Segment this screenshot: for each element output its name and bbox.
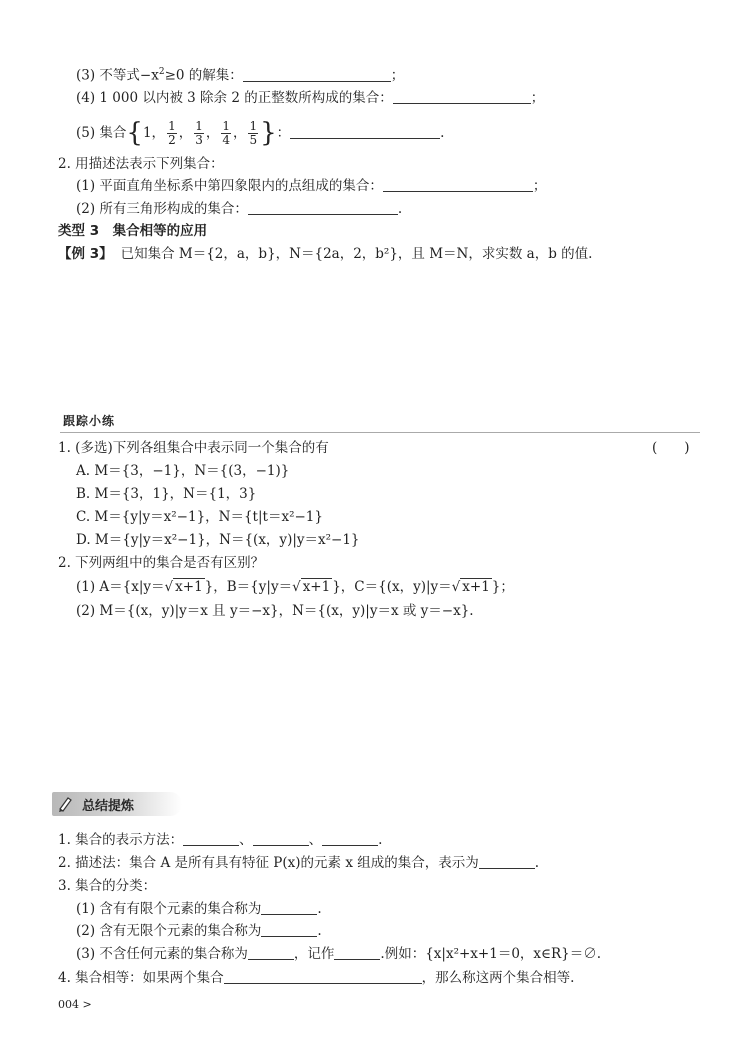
type3-heading: 类型 3 集合相等的应用	[58, 223, 208, 239]
q2-item2-text: (2) 所有三角形构成的集合：	[76, 201, 248, 217]
option-b: B. M＝{3，1}，N＝{1，3}	[76, 486, 257, 502]
summary-l3c-mid: ，记作	[293, 946, 335, 962]
summary-line-1	[58, 830, 382, 850]
summary-l1-text: 1. 集合的表示方法：	[58, 832, 184, 848]
fraction-third: $\frac{1}{3}$	[195, 119, 203, 147]
item4-end: ；	[530, 90, 545, 106]
item5-lbrace: {	[126, 118, 143, 148]
item5-prefix: (5) 集合	[76, 125, 127, 141]
separator: 、	[308, 832, 323, 848]
example-text: 已知集合 M＝{2，a，b}，N＝{2a，2，b²}，且 M＝N，求实数 a，b 的值.	[120, 246, 593, 262]
option-a: A. M＝{3，−1}，N＝{(3，−1)}	[76, 463, 290, 479]
practice-q1	[58, 438, 329, 458]
set-item-3	[76, 62, 404, 86]
item4-text: (4) 1 000 以内被 3 除余 2 的正整数所构成的集合：	[76, 90, 393, 106]
practice-q2-item-1: (1) A＝{x|y＝√ x+1 }，B＝{y|y＝√ x+1 }，C＝{(x，y)|y＝√ x+1 }；	[76, 579, 514, 595]
summary-l3a-text: (1) 含有有限个元素的集合称为	[76, 901, 262, 917]
empty-set-blank[interactable]	[248, 945, 294, 960]
practice-q1-text: 1. (多选)下列各组集合中表示同一个集合的有	[58, 440, 329, 456]
empty-symbol-blank[interactable]	[334, 945, 380, 960]
q2-item2-end: .	[397, 201, 403, 217]
finite-set-blank[interactable]	[261, 900, 317, 915]
q2-heading: 2. 用描述法表示下列集合：	[58, 156, 224, 172]
period: .	[317, 923, 322, 939]
item3-prefix: (3) 不等式−x	[76, 67, 159, 84]
practice-divider	[60, 432, 700, 433]
q2-item1-part-c: }，C＝{(x，y)|y＝	[332, 579, 452, 595]
summary-line-3: 3. 集合的分类：	[58, 878, 157, 894]
set-item-5: (5) 集合{1， $\frac{1}{2}$ ， $\frac{1}{3}$ ， $\frac{1}{4}$ ， $\frac{1}{5}$ }： .	[76, 118, 445, 148]
q2-item-2	[76, 199, 402, 219]
notation-blank[interactable]	[479, 854, 535, 869]
item4-blank[interactable]	[393, 89, 531, 104]
infinite-set-blank[interactable]	[261, 922, 317, 937]
practice-title: 跟踪小练	[63, 414, 116, 428]
summary-l3b-text: (2) 含有无限个元素的集合称为	[76, 923, 262, 939]
summary-l3c-text: (3) 不含任何元素的集合称为	[76, 946, 248, 962]
item5-colon: ：	[276, 125, 291, 141]
set-item-4	[76, 88, 544, 108]
q2-item1-part-a: (1) A＝{x|y＝	[76, 579, 165, 595]
item3-suffix: ≥0 的解集：	[164, 67, 243, 84]
summary-title: 总结提炼	[82, 799, 135, 814]
summary-l4-text: 4. 集合相等：如果两个集合	[58, 970, 224, 986]
summary-line-3c	[76, 944, 601, 964]
practice-q2-item-2: (2) M＝{(x，y)|y＝x 且 y＝−x}，N＝{(x，y)|y＝x 或 y＝−x}.	[76, 603, 474, 619]
practice-header	[60, 410, 710, 434]
q2-item1-blank[interactable]	[383, 177, 533, 192]
fraction-quarter: $\frac{1}{4}$	[222, 119, 230, 147]
sqrt-radicand: x+1	[462, 579, 490, 595]
example-label: 【例 3】	[58, 246, 113, 262]
method-blank-1[interactable]	[183, 831, 239, 846]
q2-item1-part-b: }，B＝{y|y＝	[204, 579, 293, 595]
option-c: C. M＝{y|y＝x²−1}，N＝{t|t＝x²−1}	[76, 509, 323, 525]
summary-l3c-end: .例如：{x|x²+x+1＝0，x∈R}＝∅.	[380, 946, 602, 962]
q2-item1-end: ；	[532, 178, 547, 194]
sqrt-radicand: x+1	[175, 579, 203, 595]
item5-end: .	[440, 125, 445, 141]
item5-blank[interactable]	[290, 124, 440, 139]
practice-q2: 2. 下列两组中的集合是否有区别？	[58, 555, 265, 571]
item3-blank[interactable]	[243, 67, 391, 82]
separator: 、	[239, 832, 253, 848]
summary-l4-end: ，那么称这两个集合相等.	[421, 970, 575, 986]
summary-line-3a	[76, 899, 322, 919]
q2-item2-blank[interactable]	[248, 200, 398, 215]
item3-end: ；	[390, 67, 405, 84]
q2-item-1	[76, 176, 546, 196]
sqrt-radicand: x+1	[302, 579, 331, 595]
equality-condition-blank[interactable]	[224, 969, 422, 984]
period: .	[534, 855, 540, 871]
page-number: 004 >	[58, 998, 92, 1011]
summary-line-3b	[76, 921, 322, 941]
q2-item1-part-d: }；	[491, 579, 514, 595]
item5-rbrace: }	[260, 118, 277, 148]
example-3	[58, 244, 592, 264]
option-d: D. M＝{y|y＝x²−1}，N＝{(x，y)|y＝x²−1}	[76, 532, 360, 548]
summary-line-4	[58, 968, 574, 988]
method-blank-3[interactable]	[322, 831, 378, 846]
pencil-icon	[56, 794, 76, 814]
q2-item1-text: (1) 平面直角坐标系中第四象限内的点组成的集合：	[76, 178, 383, 194]
summary-banner	[52, 792, 182, 816]
item5-one: 1，	[142, 125, 166, 141]
method-blank-2[interactable]	[253, 831, 309, 846]
item3-sup: 2	[158, 67, 165, 77]
summary-line-2	[58, 853, 539, 873]
fraction-fifth: $\frac{1}{5}$	[249, 119, 258, 147]
fraction-half: $\frac{1}{2}$	[168, 119, 176, 147]
period: .	[317, 901, 322, 917]
answer-paren[interactable]: ( )	[652, 440, 690, 456]
period: .	[378, 832, 383, 848]
summary-l2-text: 2. 描述法：集合 A 是所有具有特征 P(x)的元素 x 组成的集合，表示为	[58, 855, 479, 871]
